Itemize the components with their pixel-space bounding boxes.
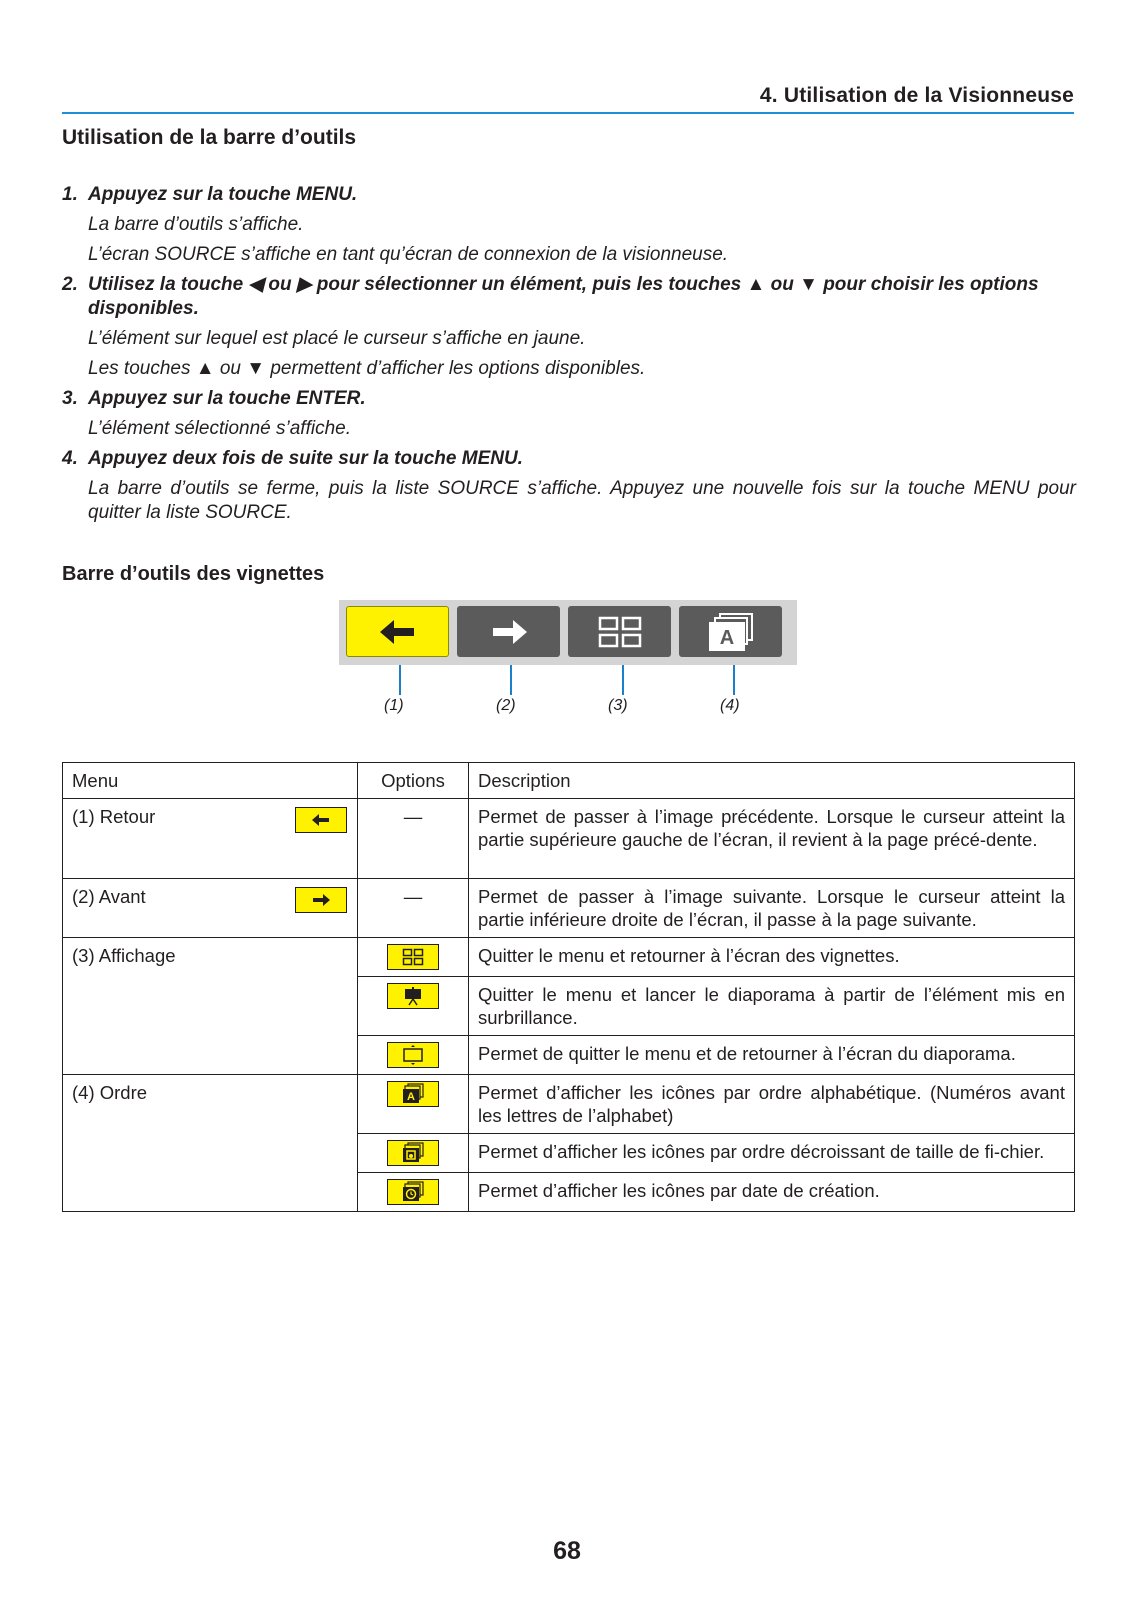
menu-label: (1) Retour (72, 806, 156, 827)
up-triangle-icon: ▲ (195, 358, 215, 379)
callout-line (622, 665, 624, 695)
step-instruction: Appuyez deux fois de suite sur la touche MENU. (88, 448, 523, 469)
option-cell (358, 1134, 469, 1173)
sort-alphabetical-glyph: A (407, 1091, 415, 1104)
step-number: 3. (62, 388, 78, 409)
description-cell: Permet d’afficher les icônes par ordre décroissant de taille de fi-chier. (469, 1134, 1075, 1173)
step-number: 4. (62, 448, 78, 469)
description-cell: Permet d’afficher les icônes par date de création. (469, 1173, 1075, 1212)
down-triangle-icon: ▼ (799, 274, 818, 295)
step-number: 2. (62, 274, 78, 295)
down-triangle-icon: ▼ (246, 358, 266, 379)
step-instruction: Appuyez sur la touche ENTER. (88, 388, 366, 409)
step-instruction: Appuyez sur la touche MENU. (88, 184, 358, 205)
chapter-title: 4. Utilisation de la Visionneuse (759, 84, 1074, 107)
callout-label: (4) (720, 697, 740, 714)
option-cell (358, 1036, 469, 1075)
menu-cell (63, 879, 358, 938)
toolbar-section-title: Barre d’outils des vignettes (62, 563, 325, 585)
callout-line (733, 665, 735, 695)
sort-date-icon (387, 1179, 439, 1205)
menu-cell: (4) Ordre (63, 1075, 358, 1212)
forward-arrow-icon (489, 618, 529, 646)
option-cell (358, 977, 469, 1036)
step-instruction (88, 273, 1076, 321)
up-triangle-icon: ▲ (746, 274, 766, 295)
step-description: La barre d’outils se ferme, puis la liste SOURCE s’affiche. Appuyez une nouvelle fois sur la touche MENU pour quitter la liste SOURCE. (88, 478, 1076, 523)
header-options: Options (358, 763, 469, 799)
text-span: pour choisir les options disponibles. (88, 274, 1039, 319)
callout-label: (1) (384, 697, 404, 714)
slideshow-screen-icon (387, 1042, 439, 1068)
table-row (63, 1075, 1075, 1134)
thumbnail-toolbar (339, 600, 797, 665)
menu-label: (2) Avant (72, 886, 146, 907)
back-arrow-icon (295, 807, 347, 833)
text-span: Utilisez la touche (88, 274, 249, 295)
step-2 (62, 273, 1076, 381)
toolbar-view-button[interactable] (568, 606, 671, 657)
menu-cell (63, 799, 358, 879)
text-span: permettent d’afficher les options disponibles. (265, 358, 646, 379)
slideshow-icon (387, 983, 439, 1009)
thumbnail-grid-icon (598, 616, 642, 648)
step-description: L’élément sur lequel est placé le curseur s’affiche en jaune. (88, 328, 586, 349)
step-4 (62, 447, 1076, 525)
description-cell: Quitter le menu et retourner à l’écran des vignettes. (469, 938, 1075, 977)
description-cell: Quitter le menu et lancer le diaporama à partir de l’élément mis en surbrillance. (469, 977, 1075, 1036)
step-description (88, 357, 1076, 381)
text-span: ou (263, 274, 297, 295)
table-row (63, 879, 1075, 938)
toolbar-back-button[interactable] (346, 606, 449, 657)
sort-order-glyph: A (719, 626, 734, 649)
option-cell (358, 938, 469, 977)
description-cell: Permet de passer à l’image suivante. Lorsque le curseur atteint la partie inférieure droite de l’écran, il passe à la page suivante. (469, 879, 1075, 938)
right-triangle-icon: ▶ (296, 274, 312, 295)
option-cell (358, 1075, 469, 1134)
description-cell: Permet de passer à l’image précédente. Lorsque le curseur atteint la partie supérieure gauche de l’écran, il revient à la page précé-dente. (469, 799, 1075, 879)
step-description: L’écran SOURCE s’affiche en tant qu’écran de connexion de la visionneuse. (88, 244, 729, 265)
page-number: 68 (553, 1537, 581, 1565)
menu-cell: (3) Affichage (63, 938, 358, 1075)
step-description: L’élément sélectionné s’affiche. (88, 418, 351, 439)
step-3 (62, 387, 1076, 441)
toolbar-forward-button[interactable] (457, 606, 560, 657)
sort-order-icon (706, 612, 756, 652)
description-cell: Permet de quitter le menu et de retourner à l’écran du diaporama. (469, 1036, 1075, 1075)
option-cell: — (358, 799, 469, 879)
table-row (63, 938, 1075, 977)
left-triangle-icon: ◀ (248, 274, 264, 295)
sort-size-icon (387, 1140, 439, 1166)
chapter-header (62, 84, 1074, 114)
text-span: ou (214, 358, 247, 379)
option-cell (358, 1173, 469, 1212)
thumbnail-grid-icon (387, 944, 439, 970)
step-list (62, 183, 1076, 525)
table-row (63, 799, 1075, 879)
back-arrow-icon (378, 618, 418, 646)
callout-line (510, 665, 512, 695)
text-span: Les touches (88, 358, 196, 379)
forward-arrow-icon (295, 887, 347, 913)
callout-label: (2) (496, 697, 516, 714)
step-1 (62, 183, 1076, 267)
step-number: 1. (62, 184, 78, 205)
toolbar-order-button[interactable] (679, 606, 782, 657)
section-title: Utilisation de la barre d’outils (62, 126, 357, 149)
header-menu: Menu (63, 763, 358, 799)
callout-line (399, 665, 401, 695)
options-table (62, 762, 1075, 1212)
option-cell: — (358, 879, 469, 938)
header-description: Description (469, 763, 1075, 799)
sort-alphabetical-icon (387, 1081, 439, 1107)
table-header-row (63, 763, 1075, 799)
callout-label: (3) (608, 697, 628, 714)
step-description: La barre d’outils s’affiche. (88, 214, 304, 235)
text-span: pour sélectionner un élément, puis les touches (311, 274, 747, 295)
text-span: ou (765, 274, 800, 295)
description-cell: Permet d’afficher les icônes par ordre alphabétique. (Numéros avant les lettres de l’alphabet) (469, 1075, 1075, 1134)
